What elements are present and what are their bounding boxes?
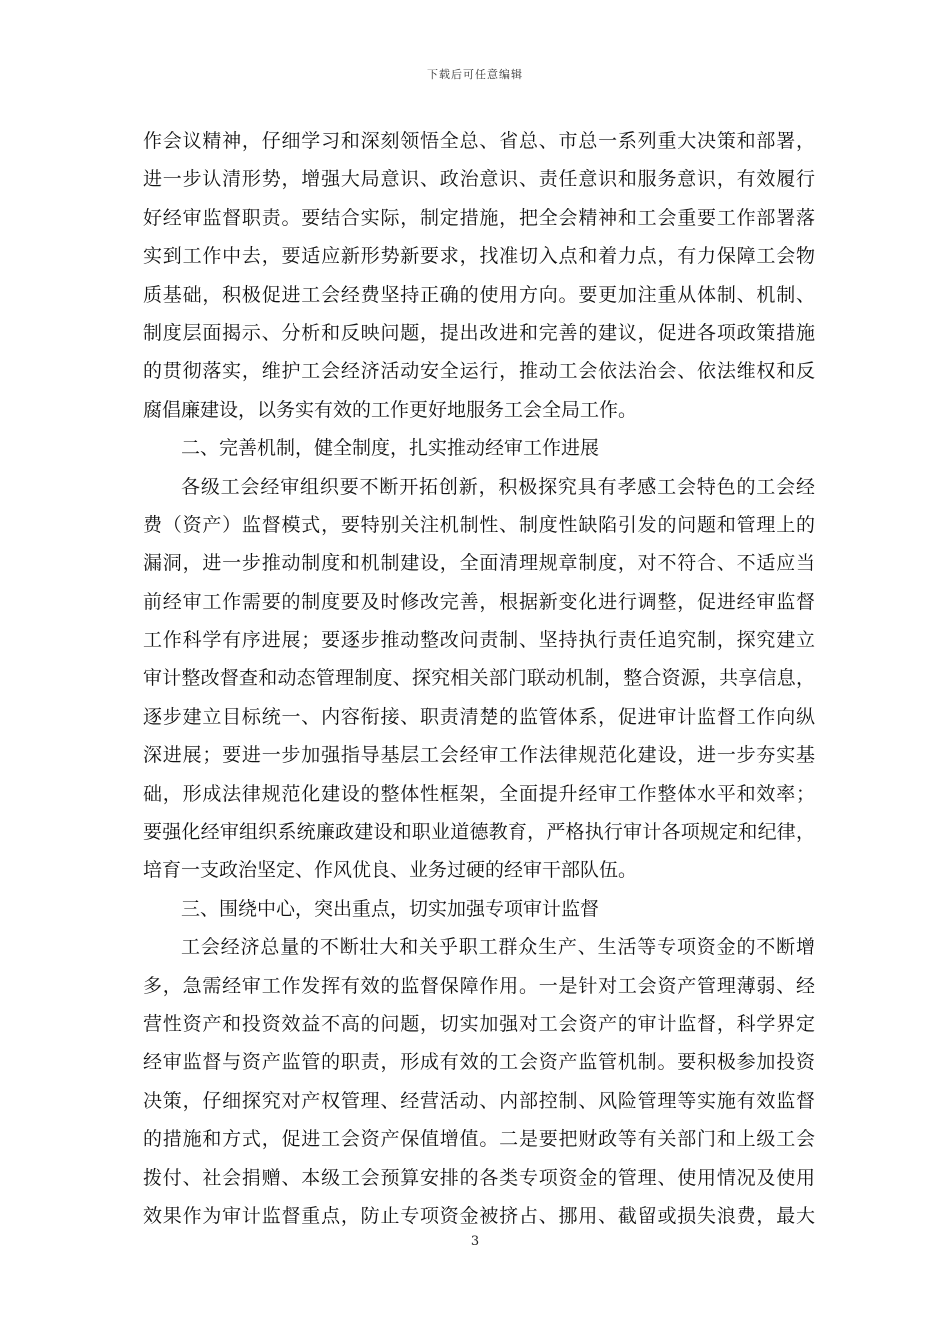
body-line: 前经审工作需要的制度要及时修改完善，根据新变化进行调整，促进经审监督 [143, 590, 815, 613]
body-line: 工会经济总量的不断壮大和关乎职工群众生产、生活等专项资金的不断增 [181, 936, 815, 959]
section-heading: 三、围绕中心，突出重点，切实加强专项审计监督 [181, 897, 600, 920]
body-line: 的措施和方式，促进工会资产保值增值。二是要把财政等有关部门和上级工会 [143, 1128, 815, 1151]
page-number: 3 [470, 1234, 480, 1249]
body-line: 质基础，积极促进工会经费坚持正确的使用方向。要更加注重从体制、机制、 [143, 283, 815, 306]
body-line: 决策，仔细探究对产权管理、经营活动、内部控制、风险管理等实施有效监督 [143, 1089, 815, 1112]
body-line: 各级工会经审组织要不断开拓创新，积极探究具有孝感工会特色的工会经 [181, 475, 815, 498]
body-line: 费（资产）监督模式，要特别关注机制性、制度性缺陷引发的问题和管理上的 [143, 513, 815, 536]
body-line: 的贯彻落实，维护工会经济活动安全运行，推动工会依法治会、依法维权和反 [143, 360, 815, 383]
body-line: 要强化经审组织系统廉政建设和职业道德教育，严格执行审计各项规定和纪律， [143, 821, 815, 844]
body-line: 拨付、社会捐赠、本级工会预算安排的各类专项资金的管理、使用情况及使用 [143, 1166, 815, 1189]
body-line: 逐步建立目标统一、内容衔接、职责清楚的监管体系，促进审计监督工作向纵 [143, 705, 815, 728]
body-line: 础，形成法律规范化建设的整体性框架，全面提升经审工作整体水平和效率； [143, 782, 815, 805]
body-line: 多，急需经审工作发挥有效的监督保障作用。一是针对工会资产管理薄弱、经 [143, 974, 815, 997]
body-line: 进一步认清形势，增强大局意识、政治意识、责任意识和服务意识，有效履行 [143, 168, 815, 191]
page-header-note: 下载后可任意编辑 [427, 68, 523, 81]
body-line: 制度层面揭示、分析和反映问题，提出改进和完善的建议，促进各项政策措施 [143, 321, 815, 344]
body-line: 腐倡廉建设，以务实有效的工作更好地服务工会全局工作。 [143, 398, 638, 421]
body-line: 经审监督与资产监管的职责，形成有效的工会资产监管机制。要积极参加投资 [143, 1051, 815, 1074]
document-body [143, 122, 815, 1235]
body-line: 实到工作中去，要适应新形势新要求，找准切入点和着力点，有力保障工会物 [143, 245, 815, 268]
body-line: 作会议精神，仔细学习和深刻领悟全总、省总、市总一系列重大决策和部署， [143, 130, 815, 152]
body-line: 效果作为审计监督重点，防止专项资金被挤占、挪用、截留或损失浪费，最大 [143, 1204, 815, 1227]
body-line: 工作科学有序进展；要逐步推动整改问责制、坚持执行责任追究制，探究建立 [143, 629, 815, 652]
body-line: 漏洞，进一步推动制度和机制建设，全面清理规章制度，对不符合、不适应当 [143, 552, 815, 575]
body-line: 营性资产和投资效益不高的问题，切实加强对工会资产的审计监督，科学界定 [143, 1012, 815, 1035]
body-line: 深进展；要进一步加强指导基层工会经审工作法律规范化建设，进一步夯实基 [143, 744, 815, 767]
body-line: 好经审监督职责。要结合实际，制定措施，把全会精神和工会重要工作部署落 [143, 206, 815, 229]
body-line: 培育一支政治坚定、作风优良、业务过硬的经审干部队伍。 [143, 859, 638, 882]
section-heading: 二、完善机制，健全制度，扎实推动经审工作进展 [181, 437, 600, 460]
body-line: 审计整改督查和动态管理制度、探究相关部门联动机制，整合资源，共享信息， [143, 667, 815, 690]
